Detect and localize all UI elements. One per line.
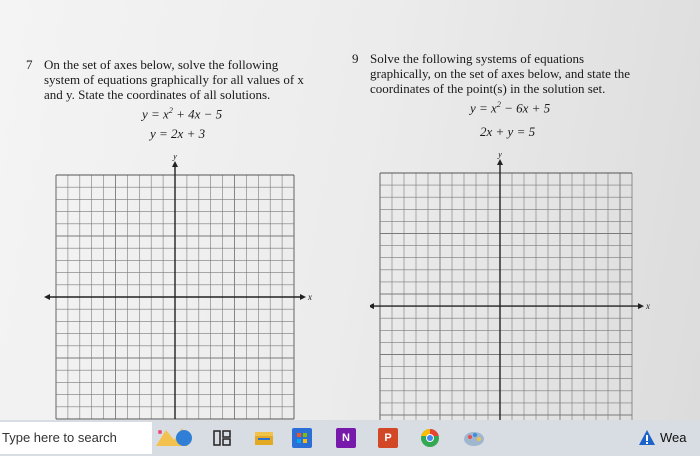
problem-7-equation-2: y = 2x + 3 <box>150 126 206 141</box>
weather-alert-icon <box>638 429 656 447</box>
problem-7-x-axis-label: x <box>308 292 312 302</box>
problem-9-equation-1: $y = x^2 - 6x + 5$ <box>470 100 551 116</box>
windows-taskbar <box>0 420 700 456</box>
problem-9-y-arrow-icon <box>497 159 503 165</box>
taskbar-search-placeholder: Type here to search <box>2 430 117 445</box>
problem-7-y-arrow-icon <box>172 161 178 167</box>
problem-9-line-1: Solve the following systems of equations <box>370 51 585 66</box>
problem-7-line-1: On the set of axes below, solve the following <box>44 57 279 72</box>
problem-9-line-3: coordinates of the point(s) in the solution set. <box>370 81 606 96</box>
problem-9-number: 9 <box>352 51 359 66</box>
problem-7-number: 7 <box>26 57 33 72</box>
problem-9 <box>352 51 672 101</box>
taskbar-search-box[interactable] <box>0 422 152 454</box>
problem-7 <box>26 57 326 107</box>
problem-9-line-2: graphically, on the set of axes below, and state the <box>370 66 631 81</box>
onenote-icon[interactable]: N <box>336 428 356 448</box>
problem-9-x-axis-label: x <box>646 301 650 312</box>
store-icon[interactable] <box>292 428 312 448</box>
problem-7-line-2: system of equations graphically for all values of x <box>44 72 304 87</box>
problem-9-y-axis-label: y <box>498 153 502 159</box>
weather-widget[interactable] <box>636 426 700 450</box>
chrome-icon[interactable] <box>420 428 440 448</box>
problem-9-x-arrow-left-icon <box>370 303 374 309</box>
problem-9-equation-2: 2x + y = 5 <box>480 124 536 139</box>
problem-9-x-arrow-right-icon <box>638 303 644 309</box>
weather-text: Wea <box>660 430 687 445</box>
powerpoint-icon[interactable]: P <box>378 428 398 448</box>
problem-7-x-arrow-left-icon <box>44 294 50 300</box>
problem-7-equation-1: $y = x^2 + 4x - 5$ <box>142 106 223 122</box>
problem-9-coordinate-grid[interactable] <box>370 153 660 420</box>
task-view-icon[interactable] <box>212 428 232 448</box>
problem-9-gridlines <box>380 173 632 420</box>
search-highlight-icon[interactable] <box>152 424 196 452</box>
problem-7-y-axis-label: y <box>173 155 177 161</box>
file-explorer-icon[interactable] <box>254 428 274 448</box>
problem-7-coordinate-grid[interactable] <box>40 155 315 420</box>
problem-7-line-3: and y. State the coordinates of all solutions. <box>44 87 271 102</box>
problem-7-x-arrow-right-icon <box>300 294 306 300</box>
paint-icon[interactable] <box>462 428 482 448</box>
